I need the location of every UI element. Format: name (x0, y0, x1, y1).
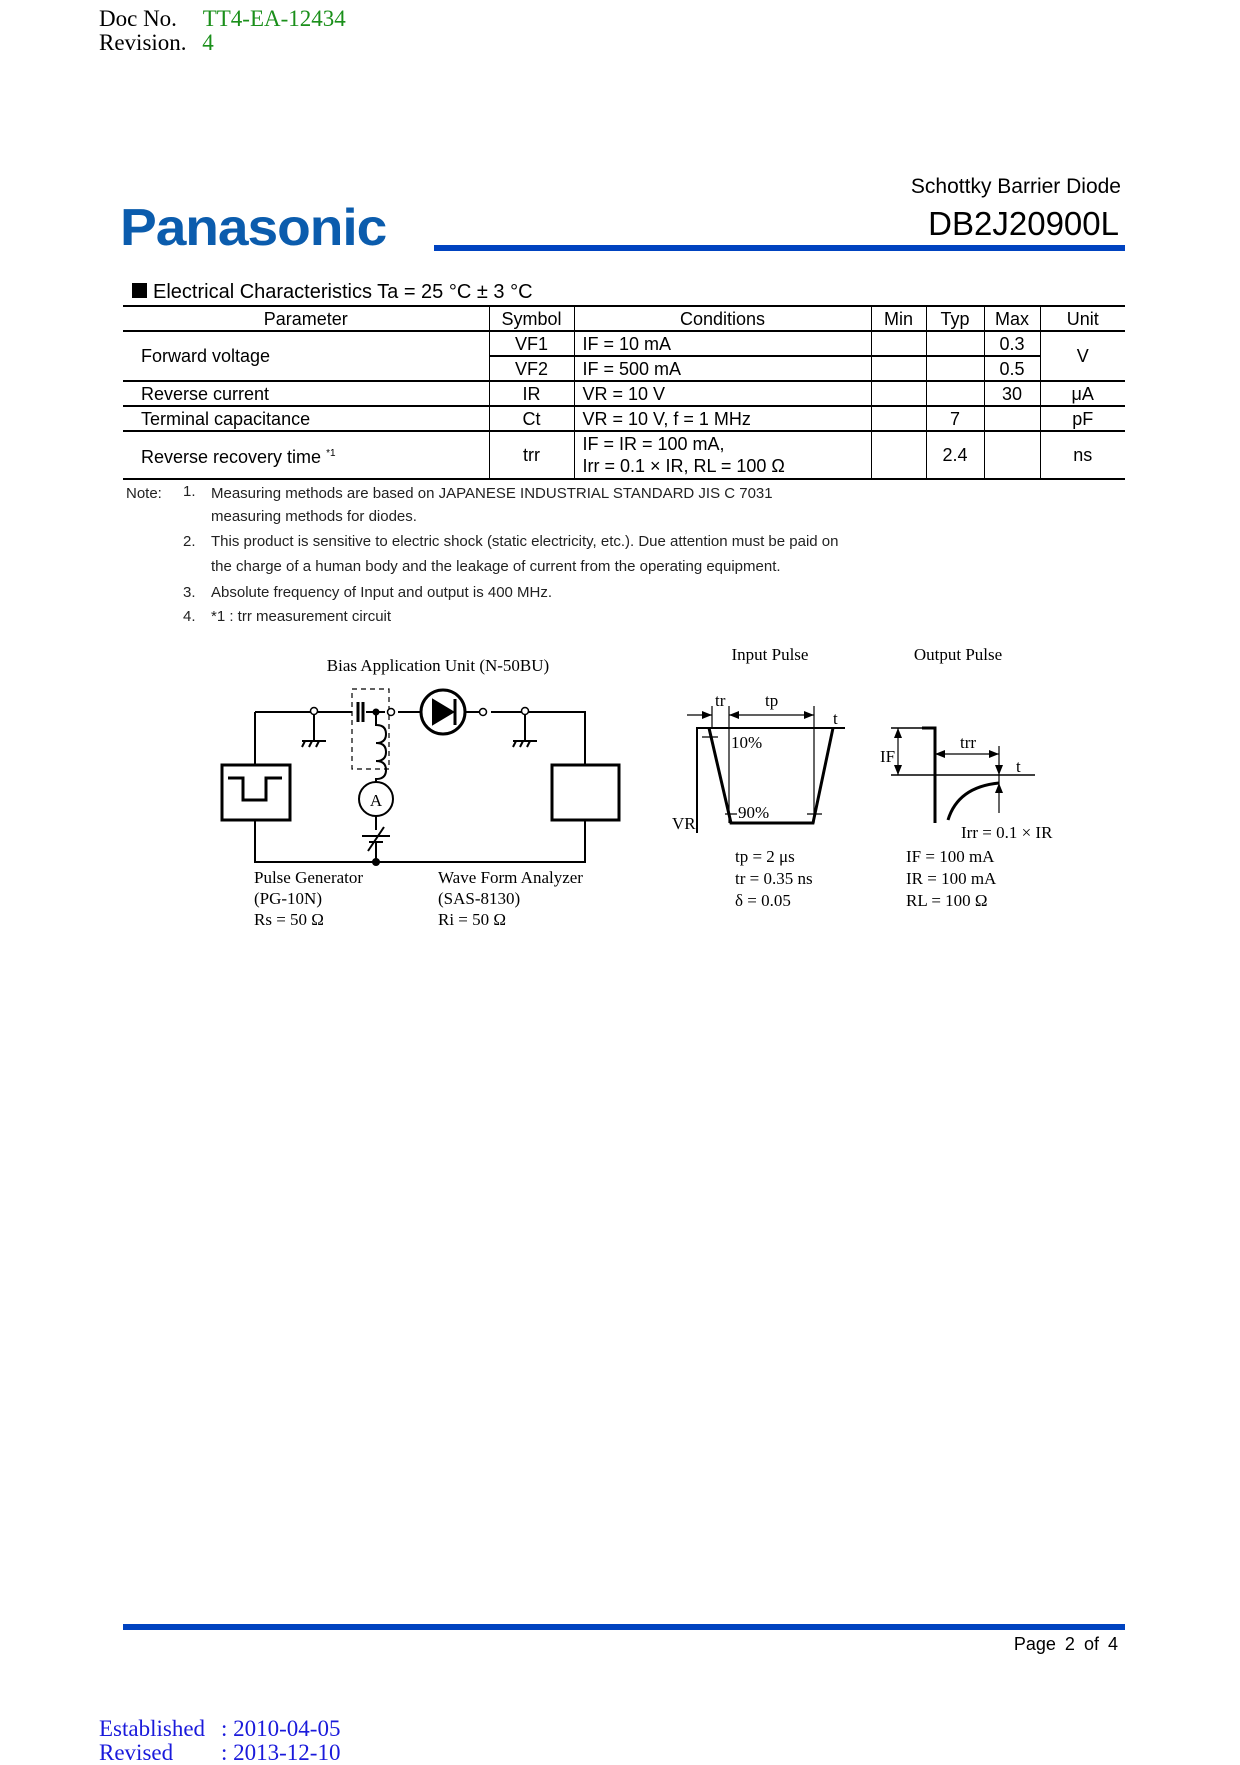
t-label: t (833, 709, 838, 728)
tp-label: tp (765, 691, 779, 710)
irr-label: Irr = 0.1 × IR (961, 823, 1053, 842)
pulse-gen-name: Pulse Generator (254, 868, 364, 887)
note-number: 4. (183, 608, 196, 625)
p90-label: 90% (738, 803, 770, 822)
note-text: the charge of a human body and the leakage of current from the operating equipment. (211, 558, 781, 575)
note-label: Note: (126, 485, 162, 502)
p10-label: 10% (731, 733, 763, 752)
bias-unit-label: Bias Application Unit (N-50BU) (326, 656, 550, 675)
cell-max: 0.5 (984, 356, 1040, 381)
part-number: DB2J20900L (928, 205, 1119, 242)
note-text: This product is sensitive to electric shock (static electricity, etc.). Due attention must be paid on (211, 533, 839, 550)
note-text: measuring methods for diodes. (211, 508, 417, 525)
cell-unit: ns (1040, 431, 1125, 479)
note-number: 3. (183, 584, 196, 601)
cell-symbol: VF2 (489, 356, 574, 381)
cell-conditions: IF = 500 mA (574, 356, 871, 381)
cell-unit: μA (1040, 381, 1125, 406)
header-parameter: Parameter (123, 306, 489, 331)
pulse-generator-box (222, 765, 290, 820)
cell-parameter: Forward voltage (123, 331, 489, 381)
cell-conditions: VR = 10 V, f = 1 MHz (574, 406, 871, 431)
vr-label: VR (672, 814, 696, 833)
cell-typ: 7 (926, 406, 984, 431)
if-value: IF = 100 mA (906, 847, 995, 866)
header-symbol: Symbol (489, 306, 574, 331)
panasonic-logo: Panasonic (120, 199, 387, 257)
t-label: t (1016, 757, 1021, 776)
cell-conditions: VR = 10 V (574, 381, 871, 406)
section-title: Electrical Characteristics Ta = 25 °C ± 3 °C (132, 281, 533, 304)
note-text: Measuring methods are based on JAPANESE INDUSTRIAL STANDARD JIS C 7031 (211, 485, 773, 502)
header-min: Min (871, 306, 926, 331)
cell-parameter: Reverse current (123, 381, 489, 406)
cell-typ: 2.4 (926, 431, 984, 479)
revised-date: Revised : 2013-12-10 (99, 1740, 341, 1765)
trr-label: trr (960, 733, 977, 752)
revision-label: Revision. (99, 30, 187, 55)
header-typ: Typ (926, 306, 984, 331)
doc-no-label: Doc No. (99, 6, 177, 31)
delta-value: δ = 0.05 (735, 891, 791, 910)
rl-value: RL = 100 Ω (906, 891, 988, 910)
cell-symbol: trr (489, 431, 574, 479)
pulse-gen-model: (PG-10N) (254, 889, 322, 908)
header-unit: Unit (1040, 306, 1125, 331)
analyzer-model: (SAS-8130) (438, 889, 521, 908)
cell-parameter: Reverse recovery time $^{*1}$ (123, 431, 489, 479)
tr-value: tr = 0.35 ns (735, 869, 813, 888)
doc-no-value: TT4-EA-12434 (202, 6, 346, 31)
cell-parameter: Terminal capacitance (123, 406, 489, 431)
cell-symbol: VF1 (489, 331, 574, 356)
cell-symbol: IR (489, 381, 574, 406)
cell-symbol: Ct (489, 406, 574, 431)
tr-label: tr (715, 691, 726, 710)
note-number: 1. (183, 483, 196, 500)
footer-rule (123, 1624, 1125, 1630)
analyzer-name: Wave Form Analyzer (438, 868, 583, 887)
pulse-icon (228, 778, 282, 800)
note-text: Absolute frequency of Input and output is 400 MHz. (211, 584, 553, 601)
revision-value: 4 (202, 30, 214, 55)
header-max: Max (984, 306, 1040, 331)
page-indicator: Page 2 of 4 (1013, 1634, 1118, 1654)
product-category: Schottky Barrier Diode (910, 175, 1121, 198)
header-conditions: Conditions (574, 306, 871, 331)
ir-value: IR = 100 mA (906, 869, 997, 888)
input-pulse-title: Input Pulse (731, 645, 809, 664)
if-label: IF (880, 747, 896, 766)
cell-max: 30 (984, 381, 1040, 406)
note-number: 2. (183, 533, 196, 550)
pulse-gen-rs: Rs = 50 Ω (254, 910, 324, 929)
cell-conditions: IF = 10 mA (574, 331, 871, 356)
bias-unit-box (352, 689, 389, 769)
analyzer-ri: Ri = 50 Ω (438, 910, 507, 929)
inductor-icon (376, 712, 386, 782)
cell-max: 0.3 (984, 331, 1040, 356)
cell-conditions: IF = IR = 100 mA, Irr = 0.1 × IR, RL = 100 Ω (574, 431, 871, 479)
cell-unit: V (1040, 331, 1125, 381)
ammeter-label: A (369, 791, 383, 810)
output-pulse-title: Output Pulse (913, 645, 1003, 664)
analyzer-box (552, 765, 619, 820)
footnote-ref: *1 (326, 447, 336, 459)
cell-unit: pF (1040, 406, 1125, 431)
established-date: Established : 2010-04-05 (99, 1716, 341, 1741)
note-text: *1 : trr measurement circuit (211, 608, 392, 625)
tp-value: tp = 2 μs (735, 847, 795, 866)
